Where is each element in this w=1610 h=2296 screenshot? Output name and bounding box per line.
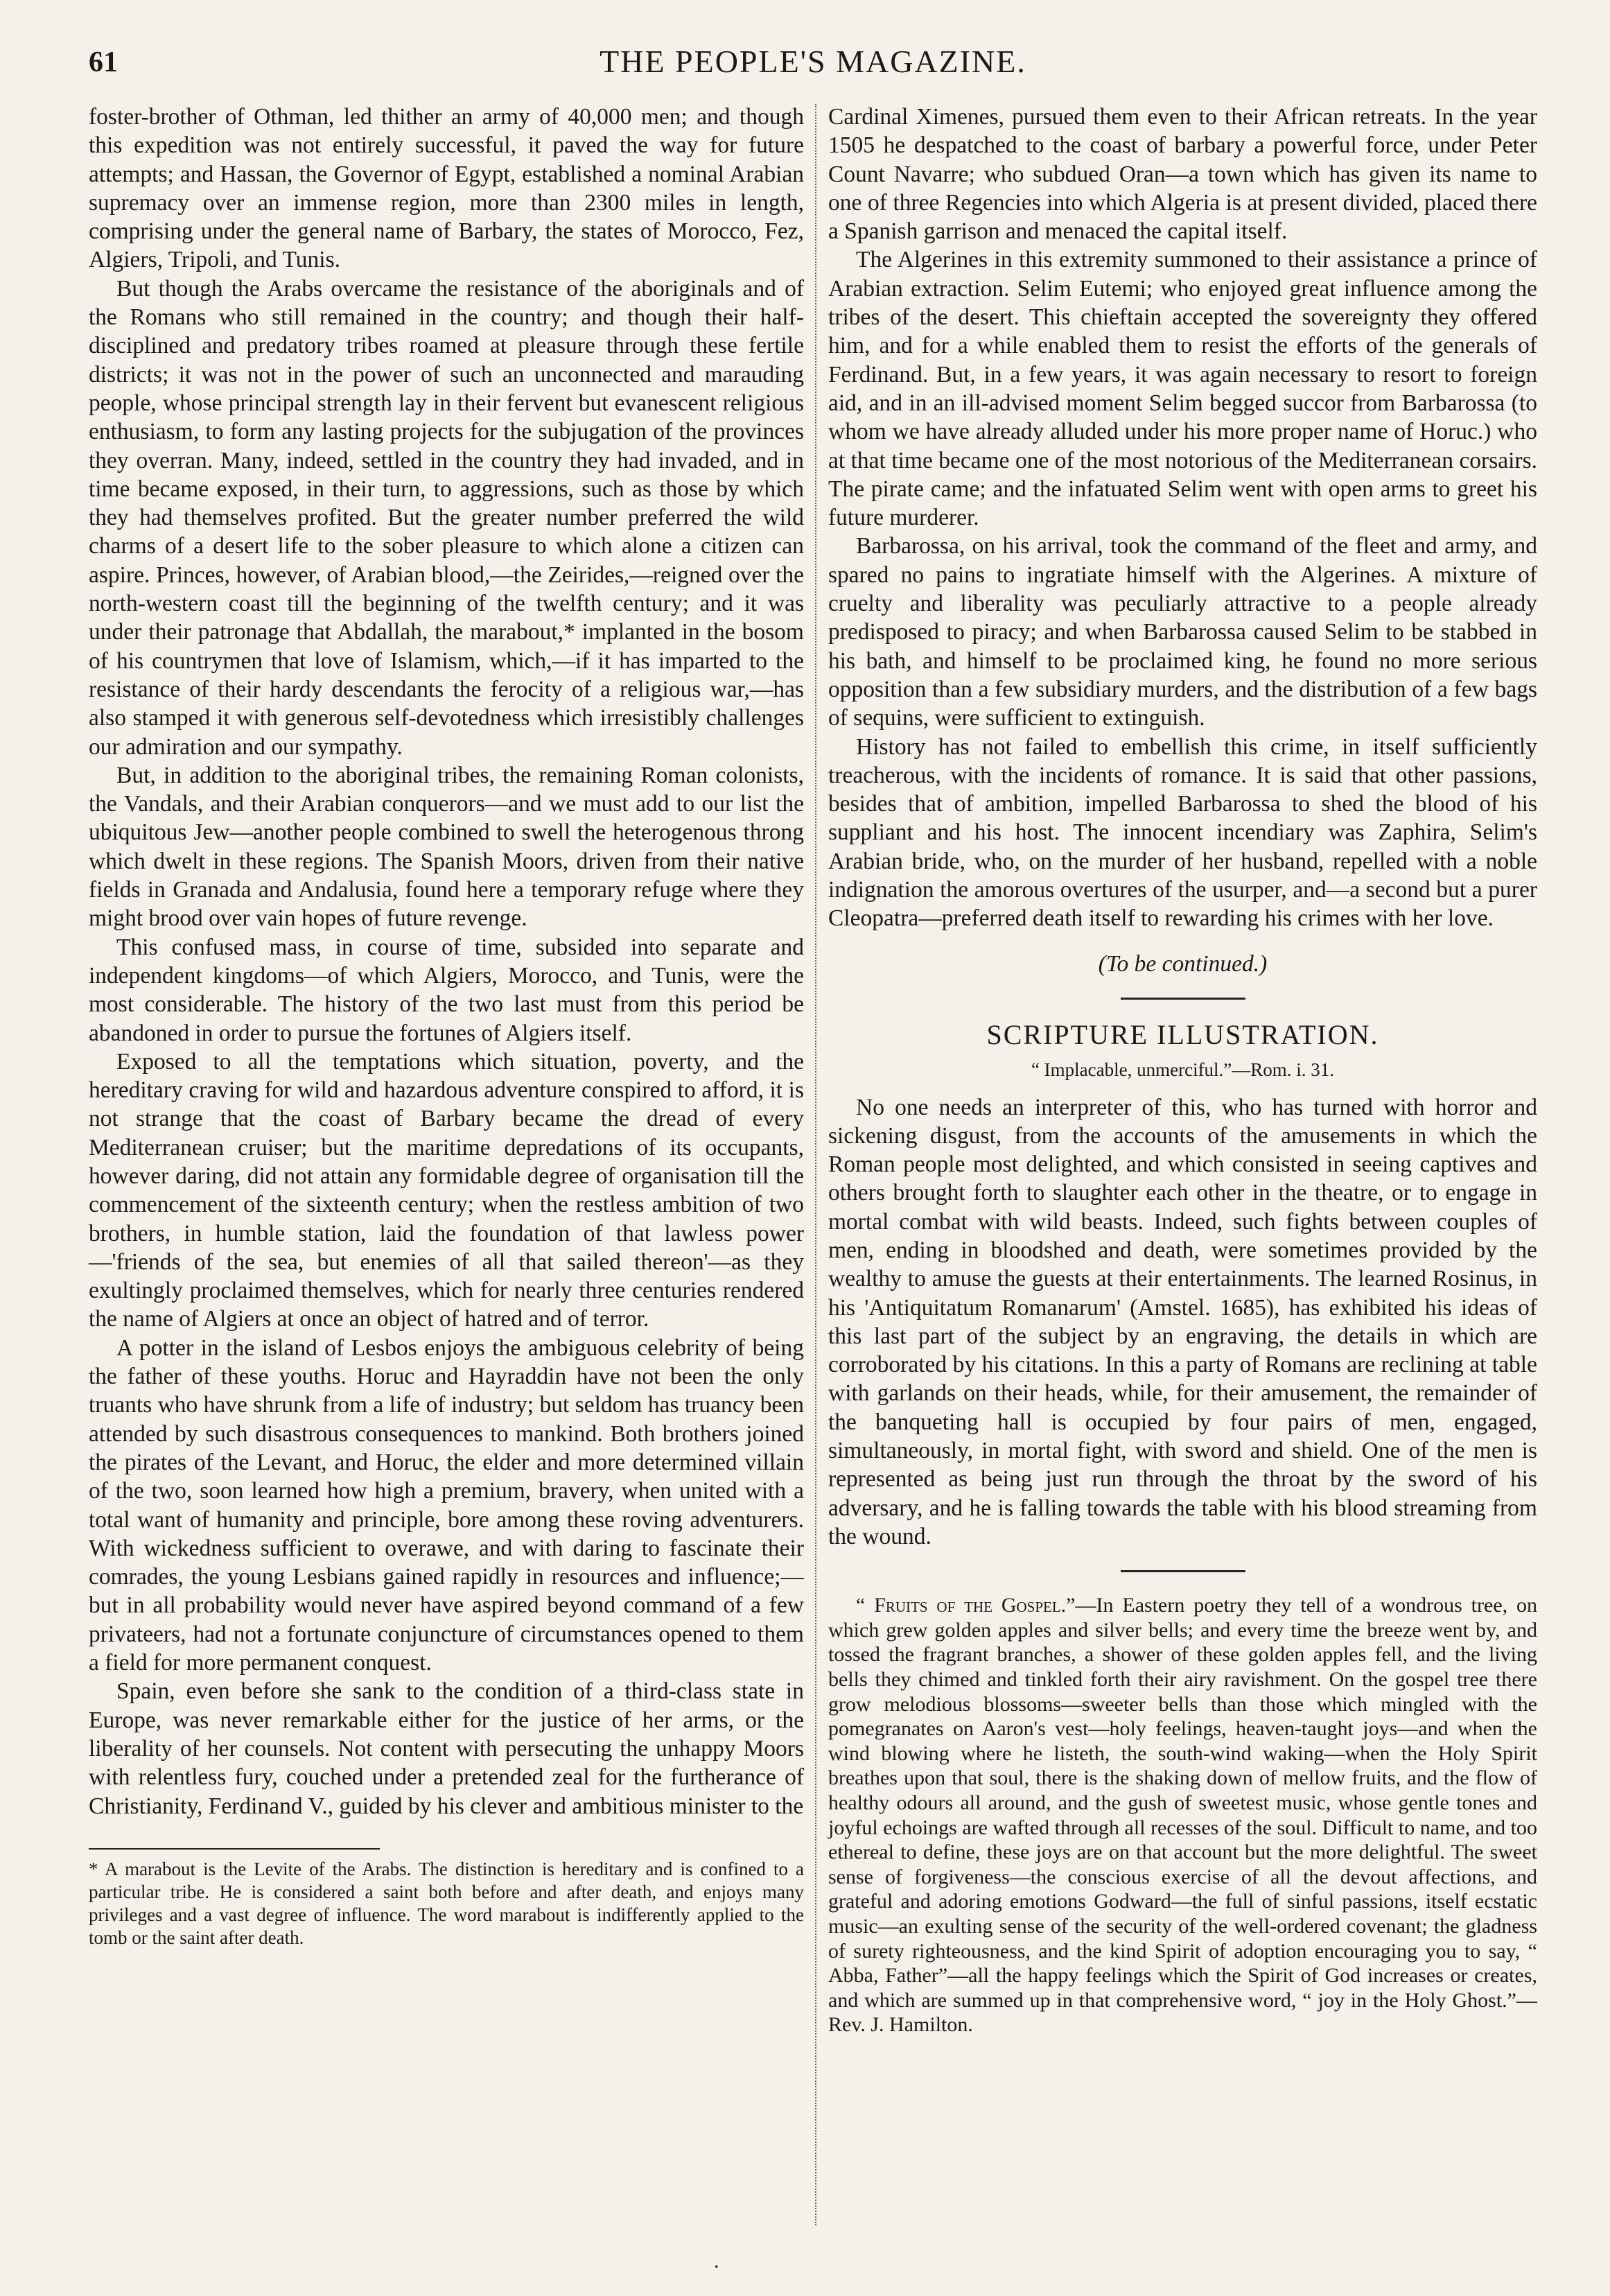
paragraph: But, in addition to the aboriginal tribes, the remaining Roman colonists, the Vandals, and their Arabian conquerors—and we must add to our list the ubiquitous Jew—another people combined to swell the heterogenous throng which dwelt in these regions. The Spanish Moors, driven from their native fields in Granada and Andalusia, found here a temporary refuge where they might brood over vain hopes of future revenge. xyxy=(89,762,804,932)
fruits-heading: “ Fruits of the Gospel.” xyxy=(856,1594,1076,1617)
section-title: SCRIPTURE ILLUSTRATION. xyxy=(986,1018,1379,1050)
paragraph: Barbarossa, on his arrival, took the command of the fleet and army, and spared no pains to ingratiate himself with the Algerines. A mixture of cruelty and liberality was peculiarly attractive to a people already predisposed to piracy; and when Barbarossa caused Selim to be stabbed in his bath, and himself to be proclaimed king, he found no more serious opposition than a few subsidiary murders, and the distribution of a few bags of sequins, were sufficient to extinguish. xyxy=(828,533,1537,731)
paragraph: A potter in the island of Lesbos enjoys the ambiguous celebrity of being the father of these youths. Horuc and Hayraddin have not been the only truants who have shrunk from a life of industry; but seldom has truancy been attended by such disastrous consequences to mankind. Both brothers joined the pirates of the Levant, and Horuc, the elder and more determined villain of the two, soon learned how high a premium, bravery, when united with a total want of humanity and principle, bore among these roving adventurers. With wickedness sufficient to overawe, and with daring to fascinate their comrades, the young Lesbians gained rapidly in resources and influence;—but in all probability would never have aspired beyond command of a few privateers, had not a fortunate conjuncture of circumstances opened to them a field for more permanent conquest. xyxy=(89,1334,804,1676)
left-column xyxy=(89,103,804,1949)
paragraph: History has not failed to embellish this crime, in itself sufficiently treacherous, with the incidents of romance. It is said that other passions, besides that of ambition, impelled Barbarossa to shed the blood of his suppliant and his host. The innocent incendiary was Zaphira, Selim's Arabian bride, who, on the murder of her husband, repelled with a noble indignation the amorous overtures of the usurper, and—a second but a purer Cleopatra—preferred death itself to rewarding his crimes with her love. xyxy=(828,733,1537,932)
paragraph: foster-brother of Othman, led thither an army of 40,000 men; and though this expedition was not entirely successful, it paved the way for future attempts; and Hassan, the Governor of Egypt, established a nominal Arabian supremacy over an immense region, more than 2300 miles in length, comprising under the general name of Barbary, the states of Morocco, Fez, Algiers, Tripoli, and Tunis. xyxy=(89,104,804,273)
scripture-paragraph: No one needs an interpreter of this, who has turned with horror and sickening disgust, from the accounts of the amusements in which the Roman people most delighted, and which consisted in seeing captives and others brought forth to slaughter each other in the theatre, or to engage in mortal combat with wild beasts. Indeed, such fights between couples of men, ending in bloodshed and death, were sometimes provided by the wealthy to amuse the guests at their entertainments. The learned Rosinus, in his 'Antiquitatum Romanarum' (Amstel. 1685), has exhibited his ideas of this last part of the subject by an engraving, the details in which are corroborated by his citations. In this a party of Romans are reclining at table with garlands on their heads, while, for their amusement, the remainder of the banqueting hall is occupied by four pairs of men, engaged, simultaneously, in mortal fight, with sword and shield. One of the men is represented as being just run through the throat by the sword of his adversary, and he is falling towards the table with his blood streaming from the wound. xyxy=(828,1094,1537,1549)
fruits-body: —In Eastern poetry they tell of a wondrous tree, on which grew golden apples and silver bells; and every time the breeze went by, and tossed the fragrant branches, a shower of these golden apples fell, and the living bells they chimed and tinkled forth their airy ravishment. On the gospel tree there grow melodious blossoms—sweeter bells than those which mingled with the pomegranates on Aaron's vest—holy feelings, heaven-taught joys—and when the wind blowing where he listeth, the south-wind waking—when the Holy Spirit breathes upon that soul, there is the shaking down of mellow fruits, and the flow of healthy odours all around, and the gush of sweetest music, whose gentle tones and joyful echoings are wafted through all recesses of the soul. Difficult to name, and too ethereal to define, these joys are on that account but the more delightful. The sweet sense of forgiveness—the conscious exercise of all the devout affections, and grateful and adoring emotions Godward—the full of sinful passions, itself ecstatic music—an exulting sense of the security of the well-ordered covenant; the gladness of surety righteousness, and the kind Spirit of adoption encouraging you to say, “ Abba, Father”—all the happy feelings which the Spirit of God increases or creates, and which are summed up in that comprehensive word, “ joy in the Holy Ghost.”—Rev. J. Hamilton. xyxy=(828,1594,1538,2037)
paragraph: Exposed to all the temptations which situation, poverty, and the hereditary craving for wild and hazardous adventure conspired to afford, it is not strange that the coast of Barbary became the dread of every Mediterranean cruiser; but the maritime depredations of its occupants, however daring, did not attain any formidable degree of organisation till the commencement of the sixteenth century; when the restless ambition of two brothers, in humble station, laid the foundation of that lawless power—'friends of the sea, but enemies of all that sailed thereon'—as they exultingly proclaimed themselves, which for nearly three centuries rendered the name of Algiers at once an object of hatred and of terror. xyxy=(89,1048,804,1332)
paragraph: The Algerines in this extremity summoned to their assistance a prince of Arabian extraction. Selim Eutemi; who enjoyed great influence among the tribes of the desert. This chieftain accepted the sovereignty they offered him, and for a while enabled them to resist the efforts of the generals of Ferdinand. But, in a few years, it was again necessary to resort to foreign aid, and in an ill-advised moment Selim begged succor from Barbarossa (to whom we have already alluded under his more proper name of Horuc.) who at that time became one of the most notorious of the Mediterranean corsairs. The pirate came; and the infatuated Selim went with open arms to greet his future murderer. xyxy=(828,247,1537,531)
paragraph: Cardinal Ximenes, pursued them even to their African retreats. In the year 1505 he despatched to the coast of barbary a powerful force, under Peter Count Navarre; who subdued Oran—a town which has given its name to one of three Regencies into which Algeria is at present divided, placed there a Spanish garrison and menaced the capital itself. xyxy=(828,104,1537,245)
section-rule xyxy=(1121,998,1245,1000)
epigraph: “ Implacable, unmerciful.”—Rom. i. 31. xyxy=(1031,1059,1335,1081)
fruits-paragraph xyxy=(828,1593,1537,2037)
section-rule xyxy=(1121,1570,1245,1572)
right-column xyxy=(828,103,1537,2037)
page-header xyxy=(89,40,1537,96)
paragraph: This confused mass, in course of time, subsided into separate and independent kingdoms—of which Algiers, Morocco, and Tunis, were the most considerable. The history of the two last must from this period be abandoned in order to pursue the fortunes of Algiers itself. xyxy=(89,934,804,1046)
bottom-mark: . xyxy=(714,2250,719,2272)
column-divider xyxy=(815,104,816,2225)
paragraph: Spain, even before she sank to the condition of a third-class state in Europe, was never remarkable either for the justice of her arms, or the liberality of her counsels. Not content with persecuting the unhappy Moors with relentless fury, couched under a pretended zeal for the furtherance of Christianity, Ferdinand V., guided by his clever and ambitious minister to the xyxy=(89,1678,804,1819)
paragraph: But though the Arabs overcame the resistance of the aboriginals and of the Romans who still remained in the country; and though their half-disciplined and predatory tribes roamed at pleasure through these fertile districts; it was not in the power of such an unconnected and marauding people, whose principal strength lay in their fervent but evanescent religious enthusiasm, to form any lasting projects for the subjugation of the provinces they overran. Many, indeed, settled in the country they had invaded, and in time became exposed, in their turn, to aggressions, such as those by which they had themselves profited. But the greater number preferred the wild charms of a desert life to the sober pleasure to which alone a citizen can aspire. Princes, however, of Arabian blood,—the Zeirides,—reigned over the north-western coast till the beginning of the twelfth century; and it was under their patronage that Abdallah, the marabout,* implanted in the bosom of his countrymen that love of Islamism, which,—if it has imparted to the resistance of their hardy descendants the ferocity of a religious war,—has also stamped it with generous self-devotedness which irresistibly challenges our admiration and our sympathy. xyxy=(89,275,804,760)
continued-note: (To be continued.) xyxy=(1098,950,1268,977)
running-head: THE PEOPLE'S MAGAZINE. xyxy=(600,44,1026,79)
footnote: * A marabout is the Levite of the Arabs. The distinction is hereditary and is confined to a particular tribe. He is considered a saint both before and after death, and enjoys many privileges and a vast degree of influence. The word marabout is indifferently applied to the tomb or the saint after death. xyxy=(89,1858,804,1948)
page-number: 61 xyxy=(89,46,118,78)
footnote-rule xyxy=(89,1848,380,1850)
